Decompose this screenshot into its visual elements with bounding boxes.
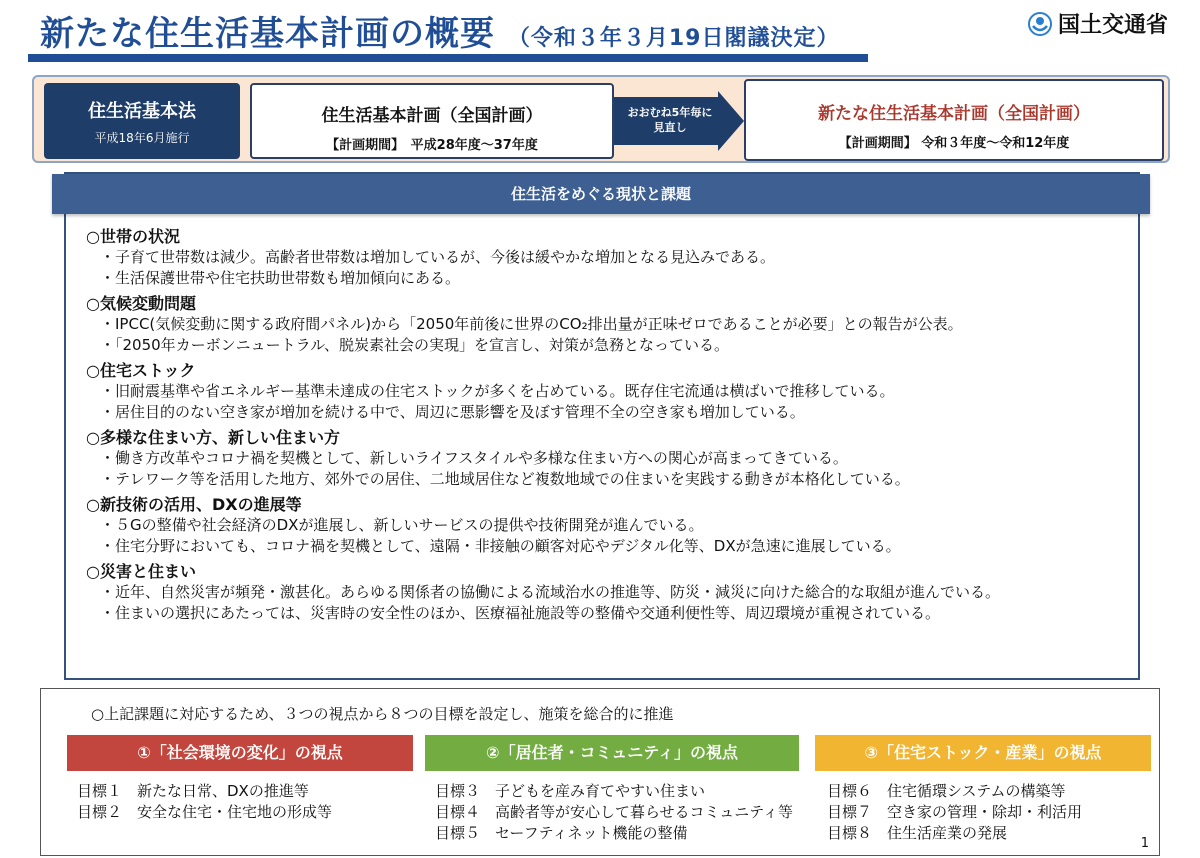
section-line: ・働き方改革やコロナ禍を契機として、新しいライフスタイルや多様な住まい方への関心が高まってきている。 (100, 449, 848, 467)
new-plan-title: 新たな住生活基本計画（全国計画） (818, 104, 1090, 124)
viewpoint-residents-community: ②「居住者・コミュニティ」の視点 (425, 735, 799, 771)
new-plan-box (744, 79, 1164, 161)
goals-list-1 (77, 781, 332, 823)
review-line-2: 見直し (653, 121, 687, 134)
new-plan-period: 【計画期間】 令和３年度～令和12年度 (838, 136, 1070, 151)
section-line: ・「2050年カーボンニュートラル、脱炭素社会の実現」を宣言し、対策が急務となっている。 (100, 336, 730, 354)
goals-list-3 (827, 781, 1082, 844)
current-plan-box (250, 83, 614, 159)
goals-box (40, 688, 1160, 856)
section-line: ・５Gの整備や社会経済のDXが進展し、新しいサービスの提供や技術開発が進んでいる。 (100, 516, 704, 534)
section-line: ・居住目的のない空き家が増加を続ける中で、周辺に悪影響を及ぼす管理不全の空き家も増加している。 (100, 403, 805, 421)
title-underline (28, 54, 868, 62)
section-title: ○災害と住まい (86, 562, 196, 581)
review-cycle-label (622, 105, 718, 135)
section-line: ・住宅分野においても、コロナ禍を契機として、遠隔・非接触の顧客対応やデジタル化等、DXが急速に進展している。 (100, 537, 901, 555)
ministry-logo-icon (1028, 12, 1052, 36)
section-line: ・住まいの選択にあたっては、災害時の安全性のほか、医療福祉施設等の整備や交通利便性等、周辺環境が重視されている。 (100, 604, 941, 622)
section-housing-stock (86, 360, 1136, 423)
law-date: 平成18年6月施行 (94, 131, 190, 145)
goal-item: 目標４ 高齢者等が安心して暮らせるコミュニティ等 (435, 803, 794, 821)
section-line: ・IPCC(気候変動に関する政府間パネル)から「2050年前後に世界のCO₂排出量が正味ゼロであることが必要」との報告が公表。 (100, 315, 963, 333)
situation-panel (64, 172, 1140, 680)
page-title-main: 新たな住生活基本計画の概要 (40, 14, 495, 54)
section-disasters (86, 561, 1136, 624)
goals-lead: ○上記課題に対応するため、３つの視点から８つの目標を設定し、施策を総合的に推進 (91, 705, 674, 723)
section-lifestyles (86, 427, 1136, 490)
ministry-name: 国土交通省 (1057, 13, 1168, 38)
page-title (40, 6, 839, 55)
section-line: ・旧耐震基準や省エネルギー基準未達成の住宅ストックが多くを占めている。既存住宅流通は横ばいで推移している。 (100, 382, 895, 400)
plan-overview-band (32, 75, 1170, 163)
section-line: ・生活保護世帯や住宅扶助世帯数も増加傾向にある。 (100, 269, 461, 287)
current-plan-period: 【計画期間】 平成28年度～37年度 (326, 138, 538, 153)
page-number: 1 (1140, 836, 1149, 851)
goal-item: 目標７ 空き家の管理・除却・利活用 (827, 803, 1083, 821)
section-title: ○世帯の状況 (86, 227, 180, 246)
review-line-1: おおむね5年毎に (627, 106, 713, 119)
viewpoint-social-environment: ①「社会環境の変化」の視点 (67, 735, 413, 771)
section-line: ・テレワーク等を活用した地方、郊外での居住、二地域居住など複数地域での住まいを実践する動きが本格化している。 (100, 470, 910, 488)
viewpoint-housing-stock-industry: ③「住宅ストック・産業」の視点 (815, 735, 1151, 771)
law-title: 住生活基本法 (88, 101, 196, 122)
goal-item: 目標６ 住宅循環システムの構築等 (827, 782, 1066, 800)
goal-item: 目標３ 子どもを産み育てやすい住まい (435, 782, 706, 800)
current-plan-title: 住生活基本計画（全国計画） (321, 106, 543, 126)
situation-heading: 住生活をめぐる現状と課題 (52, 174, 1150, 214)
section-title: ○気候変動問題 (86, 294, 196, 313)
section-households (86, 226, 1136, 289)
law-box (44, 83, 240, 159)
section-title: ○新技術の活用、DXの進展等 (86, 495, 302, 514)
ministry-logo (1028, 8, 1168, 39)
situation-sections (86, 226, 1136, 628)
section-technology (86, 494, 1136, 557)
header (0, 0, 1200, 64)
section-title: ○住宅ストック (86, 361, 196, 380)
goal-item: 目標５ セーフティネット機能の整備 (435, 824, 688, 842)
goal-item: 目標１ 新たな日常、DXの推進等 (77, 782, 309, 800)
section-line: ・子育て世帯数は減少。高齢者世帯数は増加しているが、今後は緩やかな増加となる見込みである。 (100, 248, 776, 266)
section-title: ○多様な住まい方、新しい住まい方 (86, 428, 340, 447)
page-subtitle: （令和３年３月19日閣議決定） (507, 26, 840, 51)
section-climate (86, 293, 1136, 356)
goal-item: 目標８ 住生活産業の発展 (827, 824, 1008, 842)
section-line: ・近年、自然災害が頻発・激甚化。あらゆる関係者の協働による流域治水の推進等、防災・減災に向けた総合的な取組が進んでいる。 (100, 583, 1001, 601)
goal-item: 目標２ 安全な住宅・住宅地の形成等 (77, 803, 333, 821)
goals-list-2 (435, 781, 793, 844)
